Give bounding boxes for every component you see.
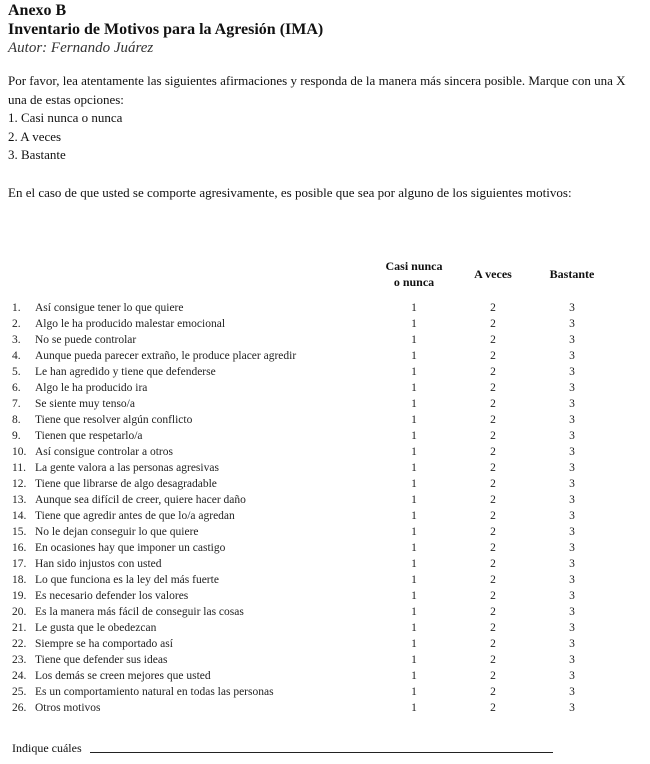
- table-row: [0, 300, 650, 316]
- table-row: [0, 652, 650, 668]
- option-casi-nunca[interactable]: 1: [411, 366, 417, 378]
- option-bastante[interactable]: 3: [569, 542, 575, 554]
- option-bastante[interactable]: 3: [569, 446, 575, 458]
- indique-cuales-answer-line[interactable]: [90, 752, 553, 753]
- option-a-veces[interactable]: 2: [490, 478, 496, 490]
- item-number: 16.: [12, 542, 27, 554]
- option-bastante[interactable]: 3: [569, 574, 575, 586]
- table-row: [0, 412, 650, 428]
- option-casi-nunca[interactable]: 1: [411, 430, 417, 442]
- table-row: [0, 636, 650, 652]
- option-a-veces[interactable]: 2: [490, 366, 496, 378]
- option-casi-nunca[interactable]: 1: [411, 382, 417, 394]
- instructions: [8, 72, 638, 165]
- option-casi-nunca[interactable]: 1: [411, 494, 417, 506]
- option-bastante[interactable]: 3: [569, 398, 575, 410]
- item-text: Tiene que agredir antes de que lo/a agredan: [35, 510, 235, 522]
- item-text: Es la manera más fácil de conseguir las cosas: [35, 606, 244, 618]
- table-row: [0, 572, 650, 588]
- option-bastante[interactable]: 3: [569, 670, 575, 682]
- item-number: 13.: [12, 494, 27, 506]
- item-text: Han sido injustos con usted: [35, 558, 162, 570]
- item-text: Aunque pueda parecer extraño, le produce placer agredir: [35, 350, 297, 362]
- item-text: Le han agredido y tiene que defenderse: [35, 366, 216, 378]
- option-casi-nunca[interactable]: 1: [411, 334, 417, 346]
- item-number: 19.: [12, 590, 27, 602]
- item-number: 2.: [12, 318, 21, 330]
- table-row: [0, 492, 650, 508]
- table-row: [0, 396, 650, 412]
- item-number: 3.: [12, 334, 21, 346]
- option-casi-nunca[interactable]: 1: [411, 606, 417, 618]
- item-text: No se puede controlar: [35, 334, 137, 346]
- option-casi-nunca[interactable]: 1: [411, 574, 417, 586]
- document-title: Inventario de Motivos para la Agresión (IMA): [8, 21, 324, 38]
- column-header-bastante: Bastante: [549, 267, 595, 281]
- table-row: [0, 476, 650, 492]
- option-casi-nunca[interactable]: 1: [411, 654, 417, 666]
- option-bastante[interactable]: 3: [569, 590, 575, 602]
- table-row: [0, 604, 650, 620]
- option-a-veces[interactable]: 2: [490, 494, 496, 506]
- document-header: [8, 1, 323, 58]
- option-1: 1. Casi nunca o nunca: [8, 110, 123, 125]
- table-row: [0, 444, 650, 460]
- option-bastante[interactable]: 3: [569, 366, 575, 378]
- table-row: [0, 540, 650, 556]
- table-row: [0, 700, 650, 716]
- item-text: Otros motivos: [35, 702, 101, 714]
- item-number: 25.: [12, 686, 27, 698]
- option-2: 2. A veces: [8, 128, 62, 144]
- option-bastante[interactable]: 3: [569, 702, 575, 714]
- option-a-veces[interactable]: 2: [490, 398, 496, 410]
- option-a-veces[interactable]: 2: [490, 670, 496, 682]
- instructions-paragraph: Por favor, lea atentamente las siguientes afirmaciones y responda de la manera más sincera posible. Marque con una X una de estas opciones:: [8, 73, 626, 107]
- option-bastante[interactable]: 3: [569, 654, 575, 666]
- option-casi-nunca[interactable]: 1: [411, 446, 417, 458]
- item-number: 21.: [12, 622, 27, 634]
- option-a-veces[interactable]: 2: [490, 430, 496, 442]
- option-a-veces[interactable]: 2: [490, 638, 496, 650]
- item-text: No le dejan conseguir lo que quiere: [35, 526, 199, 538]
- option-casi-nunca[interactable]: 1: [411, 350, 417, 362]
- item-text: Aunque sea difícil de creer, quiere hacer daño: [35, 494, 246, 506]
- option-bastante[interactable]: 3: [569, 414, 575, 426]
- item-text: Siempre se ha comportado así: [35, 638, 173, 650]
- option-casi-nunca[interactable]: 1: [411, 670, 417, 682]
- option-casi-nunca[interactable]: 1: [411, 302, 417, 314]
- author-line: Autor: Fernando Juárez: [8, 40, 154, 56]
- option-casi-nunca[interactable]: 1: [411, 414, 417, 426]
- item-number: 8.: [12, 414, 21, 426]
- table-row: [0, 332, 650, 348]
- option-bastante[interactable]: 3: [569, 334, 575, 346]
- item-number: 9.: [12, 430, 21, 442]
- option-a-veces[interactable]: 2: [490, 654, 496, 666]
- option-casi-nunca[interactable]: 1: [411, 638, 417, 650]
- item-number: 15.: [12, 526, 27, 538]
- item-number: 7.: [12, 398, 21, 410]
- lead-in-text: En el caso de que usted se comporte agresivamente, es posible que sea por alguno de los siguientes motivos:: [8, 185, 572, 200]
- item-number: 10.: [12, 446, 27, 458]
- option-bastante[interactable]: 3: [569, 622, 575, 634]
- item-number: 18.: [12, 574, 27, 586]
- option-bastante[interactable]: 3: [569, 494, 575, 506]
- option-casi-nunca[interactable]: 1: [411, 702, 417, 714]
- item-text: En ocasiones hay que imponer un castigo: [35, 542, 226, 554]
- option-a-veces[interactable]: 2: [490, 574, 496, 586]
- option-casi-nunca[interactable]: 1: [411, 686, 417, 698]
- items-table: [0, 300, 650, 716]
- option-bastante[interactable]: 3: [569, 526, 575, 538]
- option-bastante[interactable]: 3: [569, 606, 575, 618]
- item-number: 4.: [12, 350, 21, 362]
- option-a-veces[interactable]: 2: [490, 318, 496, 330]
- option-bastante[interactable]: 3: [569, 638, 575, 650]
- option-casi-nunca[interactable]: 1: [411, 398, 417, 410]
- option-casi-nunca[interactable]: 1: [411, 622, 417, 634]
- table-row: [0, 668, 650, 684]
- option-a-veces[interactable]: 2: [490, 334, 496, 346]
- item-number: 5.: [12, 366, 21, 378]
- item-text: La gente valora a las personas agresivas: [35, 462, 219, 474]
- table-row: [0, 364, 650, 380]
- item-number: 6.: [12, 382, 21, 394]
- item-text: Tiene que defender sus ideas: [35, 654, 168, 666]
- table-row: [0, 588, 650, 604]
- option-bastante[interactable]: 3: [569, 382, 575, 394]
- column-header-a-veces: A veces: [474, 267, 512, 281]
- option-bastante[interactable]: 3: [569, 510, 575, 522]
- option-a-veces[interactable]: 2: [490, 590, 496, 602]
- option-a-veces[interactable]: 2: [490, 606, 496, 618]
- table-row: [0, 428, 650, 444]
- item-number: 17.: [12, 558, 27, 570]
- table-row: [0, 460, 650, 476]
- item-text: Algo le ha producido malestar emocional: [35, 318, 226, 330]
- item-text: Es necesario defender los valores: [35, 590, 189, 602]
- option-casi-nunca[interactable]: 1: [411, 590, 417, 602]
- item-text: Los demás se creen mejores que usted: [35, 670, 211, 682]
- option-a-veces[interactable]: 2: [490, 382, 496, 394]
- table-row: [0, 524, 650, 540]
- option-casi-nunca[interactable]: 1: [411, 542, 417, 554]
- option-a-veces[interactable]: 2: [490, 446, 496, 458]
- table-row: [0, 556, 650, 572]
- option-a-veces[interactable]: 2: [490, 462, 496, 474]
- item-text: Lo que funciona es la ley del más fuerte: [35, 574, 219, 586]
- column-header-line: o nunca: [393, 275, 435, 289]
- table-row: [0, 380, 650, 396]
- option-a-veces[interactable]: 2: [490, 526, 496, 538]
- option-casi-nunca[interactable]: 1: [411, 478, 417, 490]
- item-number: 11.: [12, 462, 26, 474]
- option-a-veces[interactable]: 2: [490, 622, 496, 634]
- item-number: 20.: [12, 606, 27, 618]
- item-text: Tiene que resolver algún conflicto: [35, 414, 193, 426]
- option-bastante[interactable]: 3: [569, 686, 575, 698]
- item-number: 22.: [12, 638, 27, 650]
- item-text: Se siente muy tenso/a: [35, 398, 135, 410]
- item-number: 1.: [12, 302, 21, 314]
- option-bastante[interactable]: 3: [569, 478, 575, 490]
- table-row: [0, 620, 650, 636]
- column-header-line: Casi nunca: [385, 259, 443, 273]
- table-row: [0, 348, 650, 364]
- option-a-veces[interactable]: 2: [490, 350, 496, 362]
- option-a-veces[interactable]: 2: [490, 542, 496, 554]
- item-number: 26.: [12, 702, 27, 714]
- option-casi-nunca[interactable]: 1: [411, 526, 417, 538]
- option-casi-nunca[interactable]: 1: [411, 558, 417, 570]
- option-bastante[interactable]: 3: [569, 558, 575, 570]
- option-bastante[interactable]: 3: [569, 302, 575, 314]
- option-casi-nunca[interactable]: 1: [411, 510, 417, 522]
- item-number: 23.: [12, 654, 27, 666]
- item-text: Así consigue controlar a otros: [35, 446, 173, 458]
- item-text: Tiene que librarse de algo desagradable: [35, 478, 217, 490]
- table-row: [0, 316, 650, 332]
- item-text: Así consigue tener lo que quiere: [35, 302, 184, 314]
- item-text: Algo le ha producido ira: [35, 382, 148, 394]
- option-a-veces[interactable]: 2: [490, 686, 496, 698]
- item-text: Le gusta que le obedezcan: [35, 622, 157, 634]
- option-casi-nunca[interactable]: 1: [411, 318, 417, 330]
- item-text: Tienen que respetarlo/a: [35, 430, 143, 442]
- option-a-veces[interactable]: 2: [490, 558, 496, 570]
- option-bastante[interactable]: 3: [569, 318, 575, 330]
- indique-cuales-label: Indique cuáles: [12, 741, 82, 755]
- table-row: [0, 684, 650, 700]
- option-a-veces[interactable]: 2: [490, 510, 496, 522]
- item-number: 24.: [12, 670, 27, 682]
- option-3: 3. Bastante: [8, 147, 66, 162]
- item-number: 12.: [12, 478, 27, 490]
- column-header-casi-nunca: [374, 258, 454, 290]
- item-text: Es un comportamiento natural en todas las personas: [35, 686, 274, 698]
- table-row: [0, 508, 650, 524]
- option-a-veces[interactable]: 2: [490, 702, 496, 714]
- option-a-veces[interactable]: 2: [490, 414, 496, 426]
- option-casi-nunca[interactable]: 1: [411, 462, 417, 474]
- option-a-veces[interactable]: 2: [490, 302, 496, 314]
- option-bastante[interactable]: 3: [569, 462, 575, 474]
- option-bastante[interactable]: 3: [569, 350, 575, 362]
- annex-label: Anexo B: [8, 2, 67, 19]
- option-bastante[interactable]: 3: [569, 430, 575, 442]
- item-number: 14.: [12, 510, 27, 522]
